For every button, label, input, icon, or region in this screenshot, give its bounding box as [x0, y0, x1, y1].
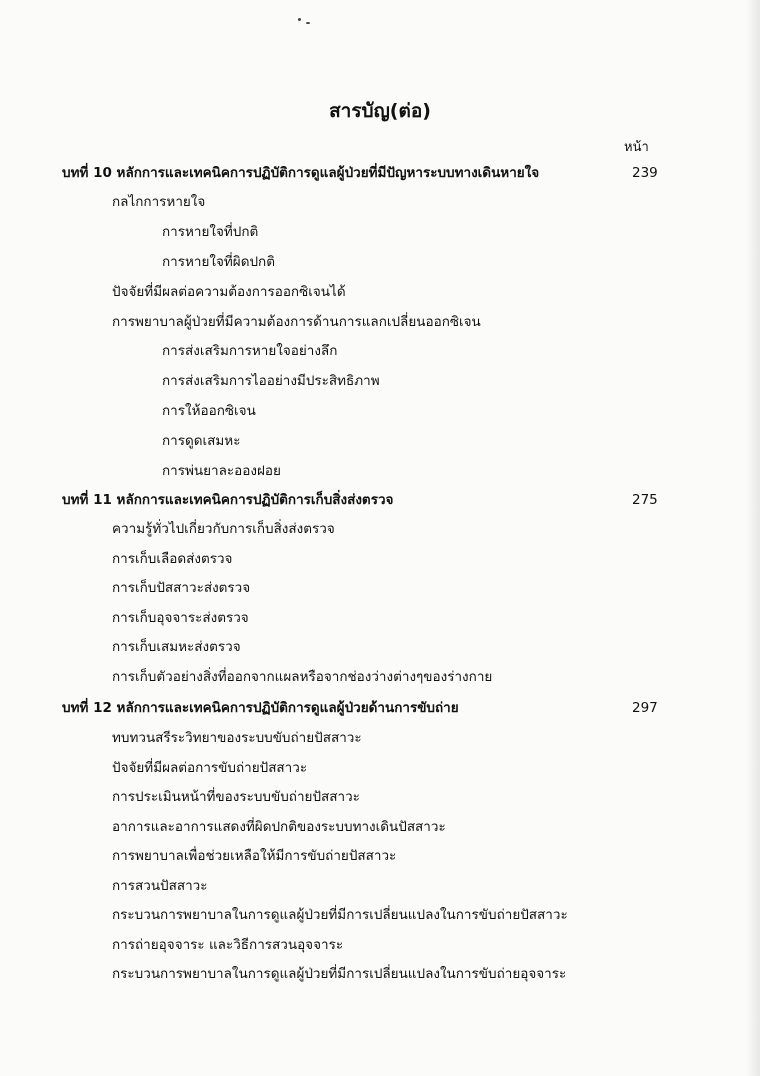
chapter-heading: บทที่ 10 หลักการและเทคนิคการปฏิบัติการดูแลผู้ป่วยที่มีปัญหาระบบทางเดินหายใจ: [62, 165, 540, 181]
page-number: 297: [632, 700, 658, 716]
toc-subitem: การให้ออกซิเจน: [162, 403, 256, 419]
toc-subitem: การส่งเสริมการไออย่างมีประสิทธิภาพ: [162, 373, 380, 389]
toc-item: การพยาบาลเพื่อช่วยเหลือให้มีการขับถ่ายปัสสาวะ: [112, 848, 397, 864]
toc-item: กระบวนการพยาบาลในการดูแลผู้ป่วยที่มีการเปลี่ยนแปลงในการขับถ่ายอุจจาระ: [112, 966, 567, 982]
toc-item: ปัจจัยที่มีผลต่อความต้องการออกซิเจนได้: [112, 284, 346, 300]
toc-subitem: การพ่นยาละอองฝอย: [162, 463, 281, 479]
scan-speck: [298, 18, 301, 21]
page-number: 239: [632, 165, 658, 181]
toc-item: อาการและอาการแสดงที่ผิดปกติของระบบทางเดินปัสสาวะ: [112, 819, 446, 835]
toc-item: การเก็บอุจจาระส่งตรวจ: [112, 610, 249, 626]
toc-item: การประเมินหน้าที่ของระบบขับถ่ายปัสสาวะ: [112, 789, 360, 805]
toc-item: กลไกการหายใจ: [112, 194, 206, 210]
toc-item: การเก็บตัวอย่างสิ่งที่ออกจากแผลหรือจากช่องว่างต่างๆของร่างกาย: [112, 669, 493, 685]
page-column-header: หน้า: [624, 140, 649, 155]
toc-subitem: การส่งเสริมการหายใจอย่างลึก: [162, 343, 338, 359]
toc-item: การเก็บเสมหะส่งตรวจ: [112, 639, 241, 655]
page-number: 275: [632, 492, 658, 508]
toc-subitem: การดูดเสมหะ: [162, 433, 241, 449]
toc-item: ปัจจัยที่มีผลต่อการขับถ่ายปัสสาวะ: [112, 760, 308, 776]
toc-item: ความรู้ทั่วไปเกี่ยวกับการเก็บสิ่งส่งตรวจ: [112, 521, 335, 537]
toc-item: การสวนปัสสาวะ: [112, 878, 208, 894]
toc-item: การเก็บปัสสาวะส่งตรวจ: [112, 580, 251, 596]
toc-item: การถ่ายอุจจาระ และวิธีการสวนอุจจาระ: [112, 937, 344, 953]
page-edge-shadow: [746, 0, 760, 1076]
chapter-heading: บทที่ 11 หลักการและเทคนิคการปฏิบัติการเก็บสิ่งส่งตรวจ: [62, 492, 394, 508]
page-title: สารบัญ(ต่อ): [329, 100, 431, 122]
chapter-heading: บทที่ 12 หลักการและเทคนิคการปฏิบัติการดูแลผู้ป่วยด้านการขับถ่าย: [62, 700, 459, 716]
toc-subitem: การหายใจที่ผิดปกติ: [162, 254, 275, 270]
toc-item: ทบทวนสรีระวิทยาของระบบขับถ่ายปัสสาวะ: [112, 730, 362, 746]
toc-item: การพยาบาลผู้ป่วยที่มีความต้องการด้านการแลกเปลี่ยนออกซิเจน: [112, 314, 481, 330]
toc-item: กระบวนการพยาบาลในการดูแลผู้ป่วยที่มีการเปลี่ยนแปลงในการขับถ่ายปัสสาวะ: [112, 907, 568, 923]
toc-subitem: การหายใจที่ปกติ: [162, 224, 259, 240]
scan-speck: [306, 22, 310, 24]
toc-item: การเก็บเลือดส่งตรวจ: [112, 551, 233, 567]
